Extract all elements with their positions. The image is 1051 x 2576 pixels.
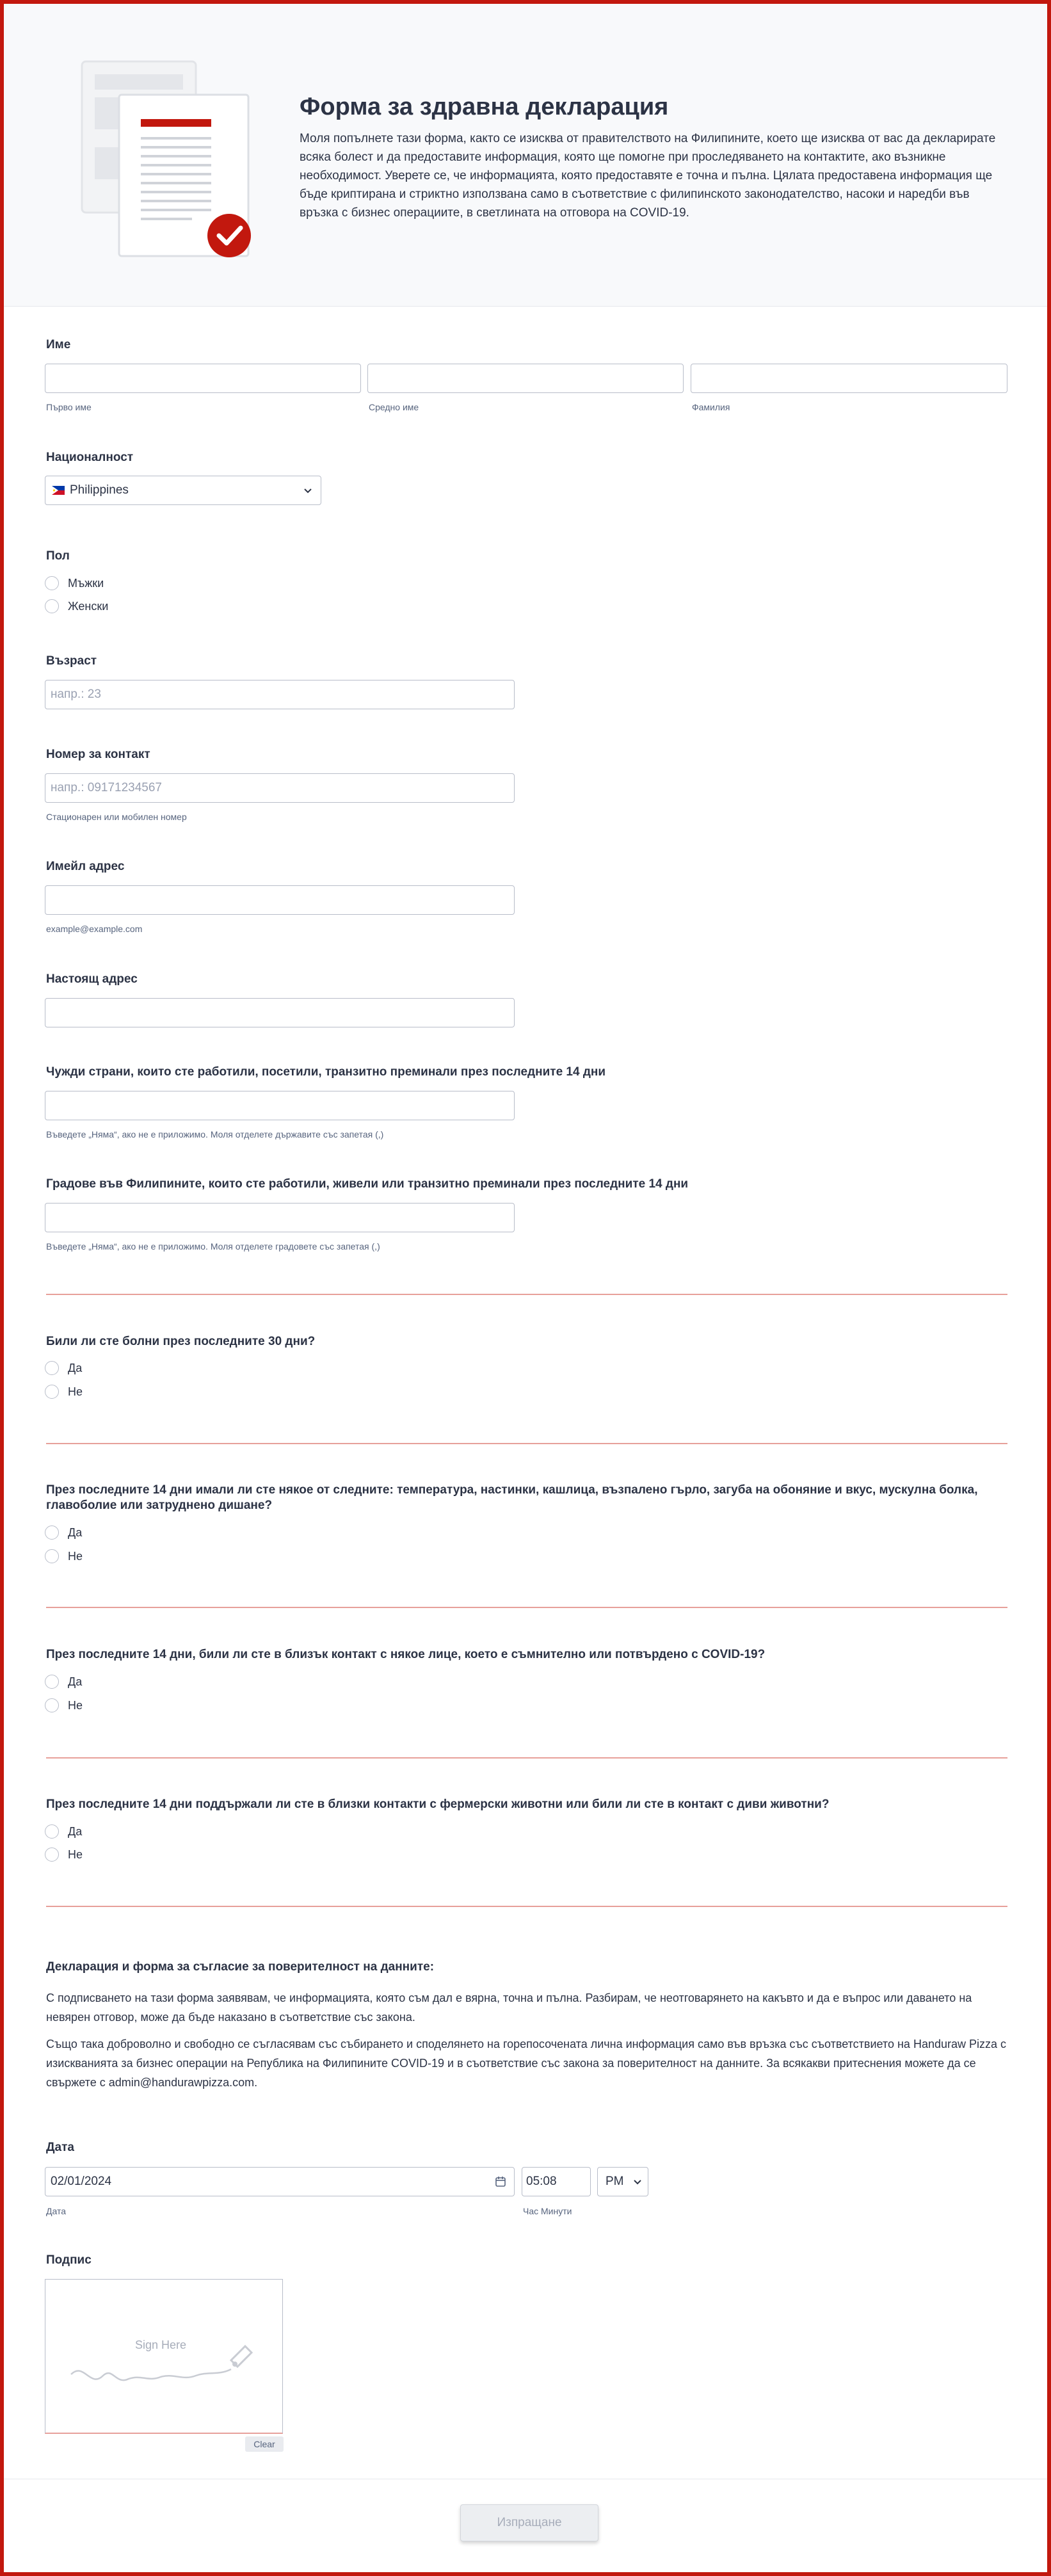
cities-input[interactable]	[45, 1203, 515, 1232]
foreign-countries-input[interactable]	[45, 1091, 515, 1120]
signature-placeholder-icon	[45, 2280, 284, 2435]
option-label: Да	[68, 1675, 83, 1688]
question-covid-contact-no[interactable]	[45, 1696, 83, 1714]
time-value: 05:08	[526, 2175, 557, 2188]
question-symptoms-yes[interactable]	[45, 1524, 82, 1542]
section-divider	[46, 1294, 1007, 1295]
philippines-flag-icon	[52, 486, 65, 495]
form-header	[4, 4, 1047, 307]
question-covid-contact-yes[interactable]	[45, 1673, 82, 1691]
option-label: Да	[68, 1525, 83, 1539]
email-sublabel: example@example.com	[46, 924, 143, 934]
question-sick-yes[interactable]	[45, 1359, 82, 1377]
email-input[interactable]	[45, 885, 515, 915]
address-input[interactable]	[45, 998, 515, 1027]
option-label: Не	[68, 1847, 83, 1861]
date-label: Дата	[46, 2141, 74, 2154]
radio-button[interactable]	[45, 1525, 59, 1540]
question-sick-no[interactable]	[45, 1383, 83, 1401]
declaration-title: Декларация и форма за съгласие за поверителност на данните:	[46, 1960, 435, 1974]
gender-option-female[interactable]	[45, 597, 108, 615]
gender-option-male[interactable]	[45, 574, 104, 592]
time-sublabel: Час Минути	[523, 2206, 572, 2216]
first-name-input[interactable]	[45, 364, 361, 393]
cities-sublabel: Въведете „Няма“, ако не е приложимо. Моля отделете градовете със запетая (,)	[46, 1241, 380, 1252]
last-name-input[interactable]	[691, 364, 1007, 393]
contact-label: Номер за контакт	[46, 748, 150, 761]
option-label: Не	[68, 1698, 83, 1712]
contact-number-input[interactable]	[45, 773, 515, 803]
address-label: Настоящ адрес	[46, 972, 138, 986]
gender-option-label: Женски	[68, 599, 109, 613]
question-animals-label: През последните 14 дни поддържали ли сте в близки контакти с фермерски животни или били ли сте в контакт с диви животни?	[46, 1798, 830, 1811]
foreign-countries-sublabel: Въведете „Няма“, ако не е приложимо. Моля отделете държавите със запетая (,)	[46, 1129, 384, 1139]
question-sick-label: Били ли сте болни през последните 30 дни?	[46, 1335, 316, 1348]
cities-label: Градове във Филипините, които сте работили, живели или транзитно преминали през последните 14 дни	[46, 1177, 689, 1191]
middle-name-input[interactable]	[367, 364, 684, 393]
option-label: Не	[68, 1385, 83, 1398]
foreign-countries-label: Чужди страни, които сте работили, посетили, транзитно преминали през последните 14 дни	[46, 1065, 606, 1079]
health-declaration-document-icon	[78, 58, 255, 261]
radio-button[interactable]	[45, 1698, 59, 1712]
gender-label: Пол	[46, 549, 70, 563]
question-animals-no[interactable]	[45, 1846, 83, 1864]
last-name-sublabel: Фамилия	[692, 402, 730, 412]
name-label: Име	[46, 338, 71, 351]
declaration-paragraph-2: Също така доброволно и свободно се съгласявам със събирането и споделянето на горепосочената лична информация само във връзка със съответствието на Handuraw Pizza с изискванията за бизнес операции на Република на Филипините COVID-19 и в съответствие със закона за поверителност на данните. За всякакви притеснения можете да се свържете с admin@handurawpizza.com.	[46, 2038, 1007, 2089]
nationality-label: Националност	[46, 451, 134, 464]
question-symptoms-no[interactable]	[45, 1547, 83, 1565]
gender-option-label: Мъжки	[68, 576, 104, 590]
radio-button[interactable]	[45, 1385, 59, 1399]
form-title: Форма за здравна декларация	[300, 93, 669, 120]
nationality-value: Philippines	[70, 483, 129, 497]
signature-label: Подпис	[46, 2253, 92, 2267]
chevron-down-icon	[303, 485, 313, 495]
radio-button[interactable]	[45, 1824, 59, 1839]
radio-button[interactable]	[45, 1549, 59, 1563]
nationality-select[interactable]	[45, 476, 321, 505]
first-name-sublabel: Първо име	[46, 402, 92, 412]
radio-button[interactable]	[45, 1361, 59, 1375]
question-covid-contact-label: През последните 14 дни, били ли сте в близък контакт с някое лице, което е съмнително или потвърдено с COVID-19?	[46, 1648, 766, 1661]
option-label: Да	[68, 1361, 83, 1374]
ampm-select[interactable]	[597, 2167, 648, 2196]
age-input[interactable]	[45, 680, 515, 709]
option-label: Не	[68, 1549, 83, 1563]
form-description: Моля попълнете тази форма, както се изисква от правителството на Филипините, което ще изисква от вас да декларирате всяка болест и да предоставите информация, която ще помогне при проследяването на контактите, ако възникне необходимост. Уверете се, че информацията, която предоставяте е точна и пълна. Цялата предоставена информация ще бъде криптирана и стриктно използвана само в съответствие с филипинското законодателство, насоки и наредби във връзка с бизнес операциите, в светлината на отговора на COVID-19.	[300, 132, 996, 220]
question-animals-yes[interactable]	[45, 1823, 82, 1840]
question-symptoms-label: През последните 14 дни имали ли сте някое от следните: температура, настинки, кашлица, възпалено гърло, загуба на обоняние и вкус, мускулна болка, главоболие или затруднено дишане?	[46, 1483, 978, 1512]
section-divider	[46, 1607, 1007, 1608]
date-value: 02/01/2024	[51, 2175, 112, 2188]
section-divider	[46, 1757, 1007, 1759]
submit-button[interactable]: Изпращане	[460, 2504, 598, 2541]
declaration-paragraph-1: С подписването на тази форма заявявам, че информацията, която съм дал е вярна, точна и пълна. Разбирам, че неотговарянето на какъвто и да е въпрос или даването на невярен отговор, може да бъде наказано в съответствие със закона.	[46, 1992, 972, 2024]
signature-placeholder-text: Sign Here	[135, 2339, 187, 2351]
middle-name-sublabel: Средно име	[369, 402, 419, 412]
signature-pad[interactable]	[45, 2279, 283, 2434]
section-divider	[46, 1906, 1007, 1907]
age-label: Възраст	[46, 654, 97, 668]
radio-button[interactable]	[45, 576, 59, 590]
radio-button[interactable]	[45, 1675, 59, 1689]
calendar-icon[interactable]	[495, 2176, 506, 2187]
ampm-value: PM	[606, 2175, 624, 2188]
radio-button[interactable]	[45, 599, 59, 613]
contact-sublabel: Стационарен или мобилен номер	[46, 812, 187, 822]
option-label: Да	[68, 1824, 83, 1838]
signature-clear-button[interactable]: Clear	[245, 2436, 284, 2452]
chevron-down-icon	[632, 2177, 643, 2187]
email-label: Имейл адрес	[46, 860, 125, 873]
time-input[interactable]	[522, 2167, 591, 2196]
date-input[interactable]	[45, 2167, 515, 2196]
radio-button[interactable]	[45, 1847, 59, 1862]
date-sublabel: Дата	[46, 2206, 67, 2216]
section-divider	[46, 1443, 1007, 1444]
